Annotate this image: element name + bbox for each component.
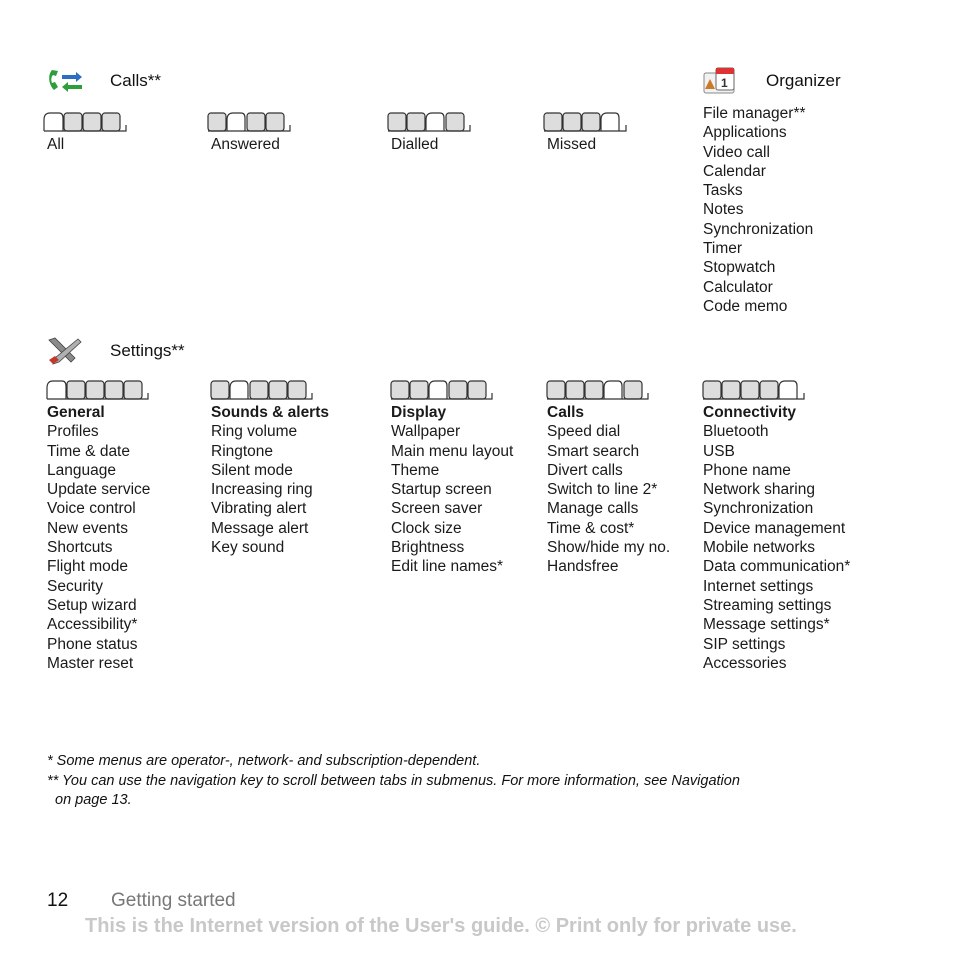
column-heading: General [47, 404, 105, 421]
list-item: Handsfree [547, 558, 619, 576]
list-item: Edit line names* [391, 558, 504, 576]
footnote-navigation: ** You can use the navigation key to scroll between tabs in submenus. For more information, see Navigation [47, 772, 740, 789]
footnote-navigation-cont: on page 13. [55, 792, 132, 808]
list-item: Phone name [703, 461, 791, 479]
list-item: Stopwatch [703, 259, 776, 277]
tab-strip-icon [543, 110, 627, 132]
list-item: Key sound [211, 539, 285, 557]
list-item: Theme [391, 461, 440, 479]
column-heading: Connectivity [703, 404, 797, 421]
watermark: This is the Internet version of the User's guide. © Print only for private use. [85, 915, 797, 937]
list-item: Message settings* [703, 616, 830, 634]
tab-strip-icon [387, 110, 471, 132]
list-item: Ring volume [211, 423, 298, 441]
tab-answered: Answered [211, 136, 280, 153]
list-item: Time & date [47, 442, 130, 460]
list-item: Manage calls [547, 500, 639, 518]
calls-icon [46, 66, 84, 96]
list-item: Code memo [703, 297, 788, 315]
list-item: Screen saver [391, 500, 483, 518]
list-item: Divert calls [547, 461, 623, 479]
list-item: Vibrating alert [211, 500, 307, 518]
tab-strip-icon [546, 378, 650, 400]
list-item: Voice control [47, 500, 136, 518]
list-item: Language [47, 461, 116, 479]
tab-dialled: Dialled [391, 136, 439, 153]
list-item: Applications [703, 124, 787, 142]
organizer-title: Organizer [766, 71, 841, 90]
tab-strip-icon [46, 378, 150, 400]
list-item: New events [47, 519, 128, 537]
list-item: Clock size [391, 519, 462, 537]
calls-title: Calls** [110, 71, 162, 90]
tab-all: All [47, 136, 65, 153]
list-item: Mobile networks [703, 539, 815, 557]
list-item: Startup screen [391, 481, 492, 499]
list-item: Bluetooth [703, 423, 769, 441]
list-item: Profiles [47, 423, 99, 441]
settings-column-sounds [211, 403, 329, 557]
list-item: Internet settings [703, 577, 814, 595]
list-item: Show/hide my no. [547, 539, 671, 557]
list-item: Calendar [703, 162, 766, 180]
list-item: Speed dial [547, 423, 621, 441]
section-title: Getting started [111, 890, 236, 911]
list-item: Notes [703, 201, 744, 219]
settings-column-display [391, 403, 513, 577]
list-item: Setup wizard [47, 596, 137, 614]
list-item: File manager** [703, 105, 806, 122]
list-item: Tasks [703, 182, 743, 200]
list-item: Video call [703, 143, 770, 161]
list-item: Brightness [391, 539, 465, 557]
list-item: Smart search [547, 442, 640, 460]
list-item: Message alert [211, 519, 309, 537]
settings-icon [45, 336, 83, 366]
list-item: Network sharing [703, 481, 815, 499]
settings-column-general [47, 403, 150, 673]
list-item: Shortcuts [47, 539, 113, 557]
list-item: Timer [703, 240, 743, 258]
column-heading: Display [391, 404, 447, 421]
tab-strip-icon [702, 378, 806, 400]
list-item: Time & cost* [547, 519, 635, 537]
list-item: Device management [703, 519, 846, 537]
list-item: SIP settings [703, 635, 786, 653]
list-item: USB [703, 442, 735, 460]
organizer-list [703, 104, 813, 316]
footnote-operator: * Some menus are operator-, network- and subscription-dependent. [47, 753, 481, 769]
settings-title: Settings** [110, 341, 185, 360]
column-heading: Calls [547, 404, 585, 421]
list-item: Switch to line 2* [547, 481, 658, 499]
organizer-icon [702, 65, 740, 95]
list-item: Wallpaper [391, 423, 461, 441]
list-item: Flight mode [47, 558, 128, 576]
list-item: Phone status [47, 635, 138, 653]
list-item: Streaming settings [703, 596, 832, 614]
tab-strip-icon [207, 110, 291, 132]
column-heading: Sounds & alerts [211, 404, 329, 421]
svg-text:1: 1 [721, 76, 728, 90]
tab-strip-icon [210, 378, 314, 400]
list-item: Increasing ring [211, 481, 313, 499]
list-item: Master reset [47, 654, 134, 672]
tab-missed: Missed [547, 136, 597, 153]
list-item: Calculator [703, 278, 773, 296]
list-item: Security [47, 577, 103, 595]
list-item: Data communication* [703, 558, 851, 576]
tab-strip-icon [43, 110, 127, 132]
list-item: Silent mode [211, 461, 293, 479]
page-number: 12 [47, 890, 69, 911]
list-item: Accessibility* [47, 616, 138, 634]
footnotes [47, 752, 740, 811]
list-item: Synchronization [703, 500, 814, 518]
list-item: Synchronization [703, 220, 814, 238]
settings-column-calls [547, 403, 670, 577]
list-item: Main menu layout [391, 442, 514, 460]
settings-column-connectivity [703, 403, 850, 673]
list-item: Accessories [703, 654, 787, 672]
list-item: Update service [47, 481, 151, 499]
tab-strip-icon [390, 378, 494, 400]
list-item: Ringtone [211, 442, 274, 460]
